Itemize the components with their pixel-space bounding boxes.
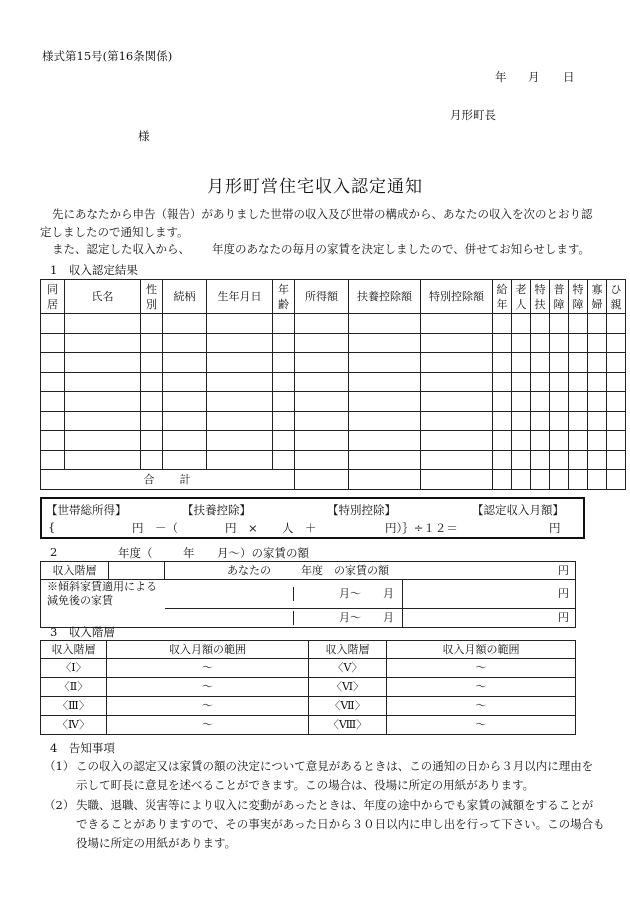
table-cell bbox=[65, 353, 141, 373]
table-cell bbox=[163, 431, 207, 451]
bracket-cell-a: 〈Ⅰ〉 bbox=[41, 659, 107, 678]
notice-2-line-1: 失職、退職、災害等により収入に変動があったときは、年度の途中からでも家賃の減額をすることが bbox=[76, 798, 594, 812]
table-cell bbox=[295, 372, 349, 392]
table-cell bbox=[349, 450, 421, 470]
calc-formula-result-yen: 円 bbox=[549, 521, 561, 535]
notice-1-line-1: この収入の認定又は家賃の額の決定について意見があるときは、この通知の日から３月以内に理由を bbox=[76, 759, 594, 773]
table-cell bbox=[207, 353, 273, 373]
table-cell bbox=[295, 431, 349, 451]
table-cell bbox=[65, 392, 141, 412]
table-cell bbox=[349, 333, 421, 353]
date-year-label: 年 bbox=[495, 70, 507, 84]
table-cell bbox=[493, 314, 512, 334]
income-table-header-1: 氏名 bbox=[65, 280, 141, 314]
table-cell bbox=[349, 314, 421, 334]
bracket-col-header-2: 収入月額の範囲 bbox=[107, 641, 309, 659]
bracket-cell-b: ～ bbox=[107, 678, 309, 697]
table-cell bbox=[550, 353, 569, 373]
table-cell bbox=[550, 411, 569, 431]
table-cell bbox=[65, 314, 141, 334]
income-table-header-7: 扶養控除額 bbox=[349, 280, 421, 314]
table-cell bbox=[41, 314, 65, 334]
table-cell bbox=[550, 392, 569, 412]
table-row bbox=[41, 697, 576, 716]
bracket-col-header-3: 収入階層 bbox=[309, 641, 387, 659]
table-cell bbox=[607, 450, 626, 470]
table-cell bbox=[588, 333, 607, 353]
table-cell bbox=[65, 411, 141, 431]
table-cell bbox=[141, 314, 163, 334]
table-cell bbox=[41, 333, 65, 353]
total-cell bbox=[588, 470, 607, 490]
document-title: 月形町営住宅収入認定通知 bbox=[207, 177, 423, 197]
table-cell bbox=[569, 333, 588, 353]
table-cell bbox=[141, 392, 163, 412]
table-cell bbox=[512, 431, 531, 451]
table-cell bbox=[273, 353, 295, 373]
table-cell bbox=[531, 314, 550, 334]
rent-graded-period-1: 月～ 月 bbox=[165, 580, 403, 609]
table-cell bbox=[273, 314, 295, 334]
table-cell bbox=[273, 411, 295, 431]
table-cell bbox=[588, 411, 607, 431]
table-cell bbox=[550, 314, 569, 334]
table-cell bbox=[421, 411, 493, 431]
table-cell bbox=[273, 431, 295, 451]
table-cell bbox=[295, 333, 349, 353]
section4-heading: 4 告知事項 bbox=[50, 741, 115, 755]
table-cell bbox=[550, 372, 569, 392]
total-cell bbox=[512, 470, 531, 490]
form-number: 様式第15号(第16条関係) bbox=[42, 49, 173, 63]
table-cell bbox=[421, 333, 493, 353]
income-table-header-3: 続柄 bbox=[163, 280, 207, 314]
table-cell bbox=[588, 450, 607, 470]
rent-amount-unit: 円 bbox=[403, 562, 576, 580]
table-cell bbox=[141, 372, 163, 392]
income-table-header-8: 特別控除額 bbox=[421, 280, 493, 314]
income-result-table bbox=[40, 279, 626, 490]
calc-total-income-label: 【世帯総所得】 bbox=[46, 503, 127, 517]
income-table-header-15: ひ 親 bbox=[607, 280, 626, 314]
table-cell bbox=[607, 333, 626, 353]
table-cell bbox=[295, 411, 349, 431]
table-cell bbox=[41, 431, 65, 451]
table-cell bbox=[207, 411, 273, 431]
bracket-cell-a: 〈Ⅱ〉 bbox=[41, 678, 107, 697]
table-cell bbox=[163, 392, 207, 412]
table-cell bbox=[569, 411, 588, 431]
rent-your-rent-label: あなたの 年度 の家賃の額 bbox=[165, 562, 403, 580]
table-cell bbox=[588, 353, 607, 373]
table-cell bbox=[65, 431, 141, 451]
table-cell bbox=[207, 450, 273, 470]
table-cell bbox=[569, 392, 588, 412]
table-cell bbox=[607, 372, 626, 392]
income-table-total-label: 合 計 bbox=[41, 470, 295, 490]
table-row bbox=[41, 392, 626, 412]
table-cell bbox=[531, 333, 550, 353]
total-cell bbox=[295, 470, 349, 490]
table-row bbox=[41, 411, 626, 431]
table-cell bbox=[273, 333, 295, 353]
table-row bbox=[41, 372, 626, 392]
table-cell bbox=[607, 411, 626, 431]
table-cell bbox=[207, 314, 273, 334]
table-cell bbox=[512, 392, 531, 412]
total-cell bbox=[349, 470, 421, 490]
table-cell bbox=[550, 333, 569, 353]
table-cell bbox=[163, 450, 207, 470]
addressee-suffix: 様 bbox=[138, 129, 150, 143]
table-cell bbox=[65, 333, 141, 353]
table-cell bbox=[295, 450, 349, 470]
table-cell bbox=[493, 450, 512, 470]
income-calculation-box bbox=[40, 497, 585, 539]
table-cell bbox=[163, 353, 207, 373]
table-cell bbox=[163, 411, 207, 431]
table-cell bbox=[588, 392, 607, 412]
table-cell bbox=[531, 392, 550, 412]
calc-brace-open: { bbox=[48, 520, 56, 534]
table-cell bbox=[349, 411, 421, 431]
notice-1-number: （1） bbox=[44, 759, 75, 773]
rent-graded-amount-2: 円 bbox=[403, 608, 576, 627]
section2-heading-month: 月～）の家賃の額 bbox=[217, 546, 309, 560]
income-table-header-2: 性 別 bbox=[141, 280, 163, 314]
total-cell bbox=[493, 470, 512, 490]
date-day-label: 日 bbox=[563, 70, 575, 84]
table-cell bbox=[421, 314, 493, 334]
bracket-cell-d: ～ bbox=[387, 716, 576, 735]
table-cell bbox=[588, 431, 607, 451]
notice-1-line-2: 示して町長に意見を述べることができます。この場合は、役場に所定の用紙があります。 bbox=[76, 778, 535, 792]
table-cell bbox=[550, 450, 569, 470]
table-row bbox=[41, 716, 576, 735]
calc-monthly-income-label: 【認定収入月額】 bbox=[472, 503, 564, 517]
table-row bbox=[41, 659, 576, 678]
income-table-header-10: 老 人 bbox=[512, 280, 531, 314]
calc-formula-yen-times: 円 × bbox=[225, 521, 258, 535]
income-table-header-6: 所得額 bbox=[295, 280, 349, 314]
table-cell bbox=[141, 411, 163, 431]
income-table-header-0: 同 居 bbox=[41, 280, 65, 314]
table-cell bbox=[607, 431, 626, 451]
bracket-cell-b: ～ bbox=[107, 716, 309, 735]
table-cell bbox=[207, 431, 273, 451]
table-cell bbox=[273, 372, 295, 392]
bracket-cell-d: ～ bbox=[387, 697, 576, 716]
bracket-cell-c: 〈Ⅷ〉 bbox=[309, 716, 387, 735]
calc-formula-yen-minus: 円 －（ bbox=[132, 521, 178, 535]
section2-heading-year2: 年 bbox=[183, 546, 195, 560]
income-bracket-table bbox=[40, 640, 576, 735]
table-cell bbox=[207, 392, 273, 412]
table-cell bbox=[349, 372, 421, 392]
notice-2-line-2: できることがありますので、その事実があった日から３０日以内に申し出を行って下さい。この場合も bbox=[76, 817, 605, 831]
table-cell bbox=[493, 411, 512, 431]
table-cell bbox=[141, 450, 163, 470]
table-cell bbox=[493, 372, 512, 392]
bracket-cell-a: 〈Ⅳ〉 bbox=[41, 716, 107, 735]
table-cell bbox=[531, 411, 550, 431]
table-cell bbox=[141, 333, 163, 353]
table-cell bbox=[295, 353, 349, 373]
table-cell bbox=[493, 353, 512, 373]
bracket-cell-c: 〈Ⅴ〉 bbox=[309, 659, 387, 678]
table-cell bbox=[163, 372, 207, 392]
table-cell bbox=[163, 333, 207, 353]
bracket-cell-c: 〈Ⅶ〉 bbox=[309, 697, 387, 716]
bracket-col-header-1: 収入階層 bbox=[41, 641, 107, 659]
calc-special-deduction-label: 【特別控除】 bbox=[327, 503, 396, 517]
bracket-col-header-4: 収入月額の範囲 bbox=[387, 641, 576, 659]
table-cell bbox=[349, 392, 421, 412]
table-cell bbox=[531, 372, 550, 392]
table-cell bbox=[141, 353, 163, 373]
intro-paragraph-2a: また、認定した収入から、 bbox=[52, 242, 190, 256]
table-cell bbox=[141, 431, 163, 451]
table-cell bbox=[493, 392, 512, 412]
table-cell bbox=[349, 353, 421, 373]
income-table-header-11: 特 扶 bbox=[531, 280, 550, 314]
table-cell bbox=[273, 450, 295, 470]
total-cell bbox=[421, 470, 493, 490]
income-table-header-13: 特 障 bbox=[569, 280, 588, 314]
table-cell bbox=[531, 431, 550, 451]
notice-2-line-3: 役場に所定の用紙があります。 bbox=[76, 836, 237, 850]
table-cell bbox=[421, 353, 493, 373]
table-cell bbox=[569, 450, 588, 470]
intro-paragraph-1: 先にあなたから申告（報告）がありました世帯の収入及び世帯の構成から、あなたの収入を次のとおり認定しましたので通知します。 bbox=[40, 207, 593, 239]
table-cell bbox=[273, 392, 295, 412]
table-cell bbox=[295, 392, 349, 412]
rent-income-bracket-label: 収入階層 bbox=[41, 562, 109, 580]
calc-dependent-deduction-label: 【扶養控除】 bbox=[182, 503, 251, 517]
rent-graded-amount-1: 円 bbox=[403, 580, 576, 609]
calc-formula-persons-plus: 人 ＋ bbox=[282, 521, 317, 535]
rent-table bbox=[40, 561, 576, 628]
table-cell bbox=[421, 372, 493, 392]
total-cell bbox=[531, 470, 550, 490]
income-table-header-14: 寡 婦 bbox=[588, 280, 607, 314]
table-cell bbox=[512, 353, 531, 373]
table-cell bbox=[569, 353, 588, 373]
income-table-header-4: 生年月日 bbox=[207, 280, 273, 314]
table-cell bbox=[569, 314, 588, 334]
table-cell bbox=[531, 450, 550, 470]
table-cell bbox=[41, 450, 65, 470]
bracket-cell-b: ～ bbox=[107, 659, 309, 678]
table-cell bbox=[493, 333, 512, 353]
income-table-header-12: 普 障 bbox=[550, 280, 569, 314]
table-cell bbox=[41, 372, 65, 392]
table-cell bbox=[512, 450, 531, 470]
table-cell bbox=[41, 392, 65, 412]
table-cell bbox=[421, 392, 493, 412]
section2-heading-year: 年度（ bbox=[118, 546, 153, 560]
table-cell bbox=[588, 314, 607, 334]
date-month-label: 月 bbox=[528, 70, 540, 84]
bracket-cell-b: ～ bbox=[107, 697, 309, 716]
intro-paragraph-2b: 年度のあなたの毎月の家賃を決定しましたので、併せてお知らせします。 bbox=[212, 242, 591, 256]
section1-heading: 1 収入認定結果 bbox=[50, 263, 138, 277]
table-row bbox=[41, 353, 626, 373]
table-cell bbox=[207, 372, 273, 392]
table-cell bbox=[569, 431, 588, 451]
table-cell bbox=[207, 333, 273, 353]
rent-income-bracket-value bbox=[109, 562, 165, 580]
table-cell bbox=[588, 372, 607, 392]
table-cell bbox=[41, 353, 65, 373]
table-cell bbox=[295, 314, 349, 334]
issuer-name: 月形町長 bbox=[450, 108, 496, 122]
income-table-header-5: 年 齢 bbox=[273, 280, 295, 314]
table-cell bbox=[65, 372, 141, 392]
table-cell bbox=[607, 353, 626, 373]
table-cell bbox=[569, 372, 588, 392]
table-cell bbox=[550, 431, 569, 451]
rent-graded-reduction-label: ※傾斜家賃適用による減免後の家賃 bbox=[41, 580, 165, 609]
table-cell bbox=[512, 333, 531, 353]
table-row bbox=[41, 333, 626, 353]
total-cell bbox=[550, 470, 569, 490]
table-cell bbox=[512, 411, 531, 431]
bracket-cell-d: ～ bbox=[387, 678, 576, 697]
table-row bbox=[41, 314, 626, 334]
table-row bbox=[41, 678, 576, 697]
table-cell bbox=[421, 450, 493, 470]
table-cell bbox=[163, 314, 207, 334]
table-row bbox=[41, 450, 626, 470]
table-cell bbox=[41, 411, 65, 431]
bracket-cell-d: ～ bbox=[387, 659, 576, 678]
bracket-cell-c: 〈Ⅵ〉 bbox=[309, 678, 387, 697]
income-table-header-9: 給 年 bbox=[493, 280, 512, 314]
table-cell bbox=[349, 431, 421, 451]
section2-heading-number: 2 bbox=[50, 545, 58, 559]
table-cell bbox=[512, 314, 531, 334]
table-cell bbox=[421, 431, 493, 451]
total-cell bbox=[569, 470, 588, 490]
notice-2-number: （2） bbox=[44, 798, 75, 812]
table-row bbox=[41, 431, 626, 451]
calc-formula-divide-12: 円）｝÷１２＝ bbox=[385, 521, 458, 535]
total-cell bbox=[607, 470, 626, 490]
table-cell bbox=[65, 450, 141, 470]
table-cell bbox=[512, 372, 531, 392]
table-cell bbox=[607, 392, 626, 412]
bracket-cell-a: 〈Ⅲ〉 bbox=[41, 697, 107, 716]
rent-graded-period-2: 月～ 月 bbox=[165, 608, 403, 627]
table-cell bbox=[607, 314, 626, 334]
table-cell bbox=[493, 431, 512, 451]
section3-heading: 3 収入階層 bbox=[50, 625, 115, 639]
table-cell bbox=[531, 353, 550, 373]
